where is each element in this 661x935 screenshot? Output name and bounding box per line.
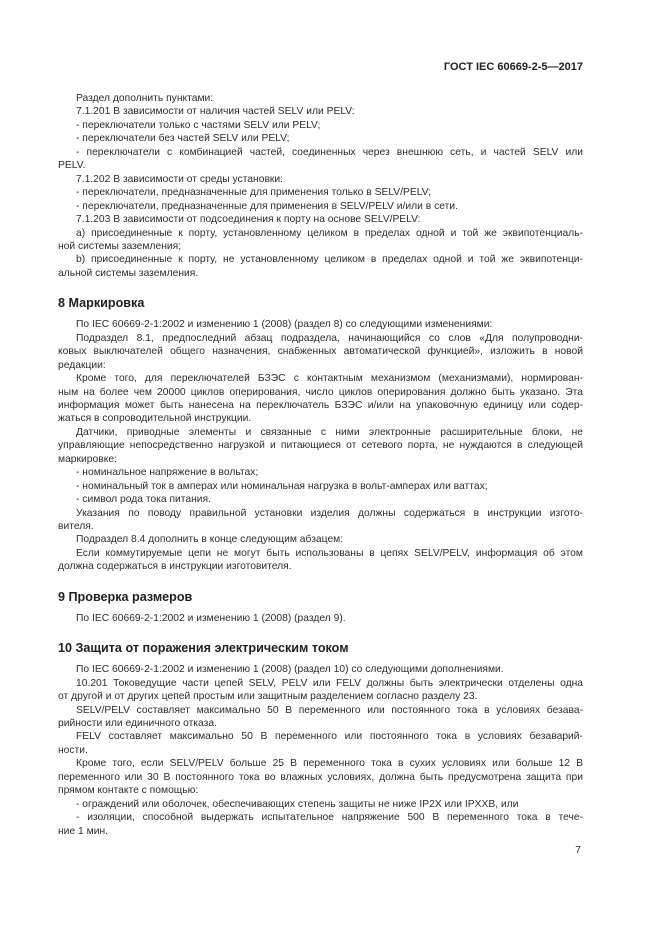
paragraph [58, 318, 583, 331]
text-line: 10.201 Токоведущие части цепей SELV, PELV или FELV должны быть электрически отделены одна [76, 677, 583, 689]
text-line: альной системы заземления. [58, 267, 199, 279]
paragraph [58, 663, 583, 676]
text-line: а) присоединенные к порту, установленному целиком в пределах одной и той же эквипотенциаль- [76, 227, 583, 239]
text-line: Кроме того, если SELV/PELV больше 25 В переменного тока в сухих условиях или больше 12 В [76, 758, 583, 770]
text-line: - изоляции, способной выдержать испытательное напряжение 500 В переменного тока в тече- [76, 812, 583, 824]
text-line: По IEC 60669-2-1:2002 и изменению 1 (2008) (раздел 8) со следующими изменениями: [76, 319, 493, 331]
text-line: 7.1.203 В зависимости от подсоединения к порту на основе SELV/PELV: [76, 214, 421, 226]
text-line: Кроме того, для переключателей БЗЭС с контактным механизмом (механизмами), нормирован- [76, 373, 583, 385]
paragraph [58, 132, 583, 145]
paragraph [58, 173, 583, 186]
text-line: FELV составляет максимально 50 В переменного или постоянного тока в условиях безаварий- [76, 731, 583, 743]
text-line: от другой и от других цепей простым или защитным разделением согласно разделу 23. [58, 691, 478, 703]
text-line: переменного или 30 В постоянного тока во влажных условиях, должна быть предусмотрена защита при [58, 771, 583, 783]
paragraph [58, 547, 583, 574]
text-line: информация может быть нанесена на переключатель БЗЭС и/или на упаковочную единицу или содер- [58, 399, 583, 411]
text-line: управляющие непосредственно нагрузкой и питающиеся от сетевого порта, не нуждаются в следующей [58, 440, 583, 452]
paragraph [58, 119, 583, 132]
paragraph [58, 372, 583, 426]
section-heading: 9 Проверка размеров [58, 589, 193, 604]
text-line: - номинальное напряжение в вольтах; [76, 467, 259, 479]
paragraph [58, 533, 583, 546]
text-line: ности. [58, 744, 88, 756]
paragraph [58, 332, 583, 372]
text-line: ковых выключателей общего назначения, снабженных автоматической функцией», изложить в новой [58, 346, 583, 358]
text-line: Подраздел 8.1, предпоследний абзац подраздела, начинающийся со слов «Для полупроводни- [76, 332, 583, 344]
text-line: ние 1 мин. [58, 825, 108, 837]
paragraph [58, 612, 583, 625]
paragraph [58, 213, 583, 226]
text-line: - ограждений или оболочек, обеспечивающих степень защиты не ниже IP2X или IPXXB, или [76, 798, 519, 810]
document-body [58, 92, 583, 838]
text-line: 7.1.201 В зависимости от наличия частей SELV или PELV: [76, 106, 355, 118]
text-line: По IEC 60669-2-1:2002 и изменению 1 (2008) (раздел 10) со следующими дополнениями. [76, 664, 504, 676]
text-line: - номинальный ток в амперах или номинальная нагрузка в вольт-амперах или ваттах; [76, 480, 488, 492]
paragraph [58, 146, 583, 173]
section-heading: 8 Маркировка [58, 296, 145, 311]
text-line: Раздел дополнить пунктами: [76, 93, 214, 104]
paragraph [58, 757, 583, 797]
text-line: b) присоединенные к порту, не установленному целиком в пределах одной и той же эквипотенци- [76, 254, 583, 266]
text-line: прямом контакте с помощью: [58, 785, 199, 797]
paragraph [58, 105, 583, 118]
text-line: жаться в сопроводительной инструкции. [58, 413, 252, 425]
page-number: 7 [575, 845, 581, 856]
text-line: Если коммутируемые цепи не могут быть использованы в цепях SELV/PELV, информация об этом [76, 547, 583, 559]
text-line: Подраздел 8.4 дополнить в конце следующим абзацем: [76, 534, 344, 546]
paragraph [58, 677, 583, 704]
paragraph [58, 811, 583, 838]
text-line: 7.1.202 В зависимости от среды установки: [76, 173, 284, 185]
paragraph [58, 798, 583, 811]
paragraph [58, 507, 583, 534]
text-line: - переключатели с комбинацией частей, соединенных через внешнюю сеть, и частей SELV или [76, 146, 583, 158]
paragraph [58, 227, 583, 254]
paragraph [58, 92, 583, 105]
text-line: должна содержаться в инструкции изготовителя. [58, 561, 292, 573]
paragraph [58, 186, 583, 199]
paragraph [58, 426, 583, 466]
paragraph [58, 253, 583, 280]
text-line: - переключатели, предназначенные для применения в SELV/PELV и/или в сети. [76, 200, 458, 212]
paragraph [58, 704, 583, 731]
document-header-id: ГОСТ IEC 60669-2-5—2017 [443, 61, 583, 73]
text-line: По IEC 60669-2-1:2002 и изменению 1 (2008) (раздел 9). [76, 612, 346, 624]
paragraph [58, 730, 583, 757]
text-line: ной системы заземления; [58, 240, 182, 252]
text-line: SELV/PELV составляет максимально 50 В переменного или постоянного тока в условиях безава- [76, 704, 583, 716]
text-line: редакции: [58, 359, 106, 371]
text-line: Датчики, приводные элементы и связанные с ними электронные расширительные блоки, не [76, 426, 583, 438]
text-line: ным на более чем 20000 циклов оперирования, число циклов оперирования должно быть указано. Эта [58, 386, 583, 398]
text-line: - переключатели без частей SELV или PELV; [76, 133, 290, 145]
paragraph [58, 493, 583, 506]
text-line: маркировке: [58, 453, 117, 465]
paragraph [58, 466, 583, 479]
section-heading: 10 Защита от поражения электрическим током [58, 641, 349, 656]
text-line: PELV. [58, 160, 86, 172]
text-line: Указания по поводу правильной установки изделия должны содержаться в инструкции изгото- [76, 507, 583, 519]
text-line: вителя. [58, 520, 94, 532]
text-line: рийности или единичного отказа. [58, 718, 217, 729]
paragraph [58, 200, 583, 213]
text-line: - переключатели, предназначенные для применения только в SELV/PELV; [76, 187, 432, 199]
text-line: - символ рода тока питания. [76, 494, 211, 506]
paragraph [58, 480, 583, 493]
text-line: - переключатели только с частями SELV или PELV; [76, 119, 321, 131]
